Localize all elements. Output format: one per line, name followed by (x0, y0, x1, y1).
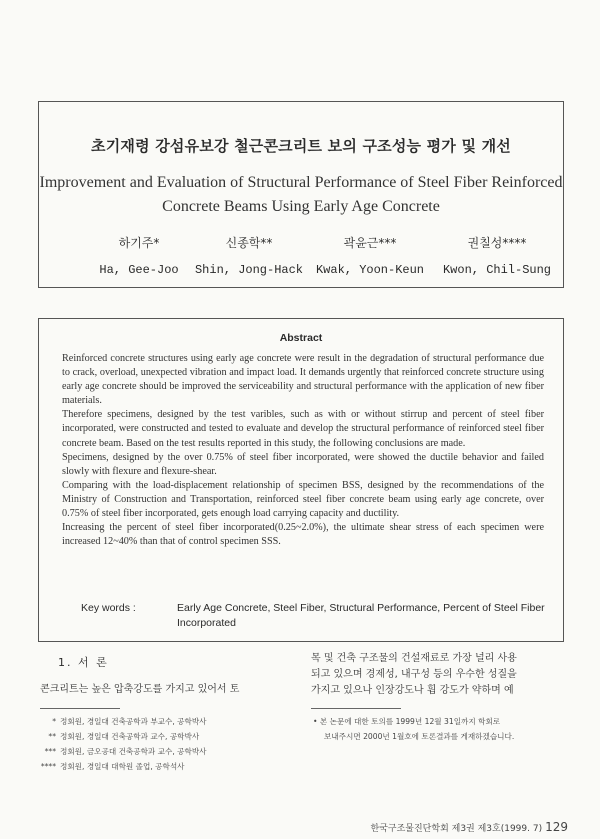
author-4 (422, 232, 572, 277)
body-text-right-line2: 되고 있으며 경제성, 내구성 등의 우수한 성질을 (311, 669, 517, 680)
author-2 (184, 232, 314, 277)
footnote-text: 정회원, 경일대 건축공학과 부교수, 공학박사 (60, 717, 207, 726)
footnote-text: 정회원, 경일대 대학원 졸업, 공학석사 (60, 762, 185, 771)
paper-title-english-line2: Concrete Beams Using Early Age Concrete (162, 198, 440, 215)
author-name-english: Shin, Jong-Hack (194, 263, 304, 277)
author-3 (300, 232, 440, 277)
paper-title-english-line1: Improvement and Evaluation of Structural Performance of Steel Fiber Reinforced (39, 174, 563, 191)
footnote-mark: * (52, 717, 56, 726)
body-text-left: 콘크리트는 높은 압축강도를 가지고 있어서 토 (40, 684, 240, 695)
abstract-heading: Abstract (279, 332, 323, 344)
footnote (22, 716, 207, 727)
footnote-divider-left (40, 708, 120, 709)
journal-footer (371, 820, 568, 834)
footnote-text: 정회원, 금오공대 건축공학과 교수, 공학박사 (60, 747, 207, 756)
page-number: 129 (545, 820, 568, 834)
discussion-notice-line1: • 본 논문에 대한 토의를 1999년 12월 31일까지 학회로 (313, 717, 501, 726)
abstract-body (62, 352, 544, 549)
body-text-right-line3: 가지고 있으나 인장강도나 휨 강도가 약하며 예 (311, 685, 514, 696)
body-text-right-line1: 목 및 건축 구조물의 건설재료로 가장 널리 사용 (311, 653, 517, 664)
author-name-korean: 신종학** (225, 236, 273, 250)
author-name-korean: 권칠성**** (467, 236, 527, 250)
abstract-paragraph: Specimens, designed by the over 0.75% of steel fiber incorporated, were showed the ductile behavior and failed slowly with flexure and flexure-shear. (62, 451, 544, 477)
footnote-mark: ** (48, 732, 56, 741)
author-name-korean: 곽윤근*** (343, 236, 397, 250)
footnote (22, 746, 207, 757)
abstract-box (38, 318, 564, 642)
abstract-paragraph: Comparing with the load-displacement relationship of specimen BSS, designed by the recommendations of the Ministry of Construction and Transportation, reinforced steel fiber concrete beam using early age concrete, over 0.75% of steel fiber incorporated, gets enough load carrying capacity and ductility. (62, 479, 544, 520)
keywords-label: Key words : (81, 602, 136, 614)
author-name-english: Kwon, Chil-Sung (442, 263, 552, 277)
author-name-english: Kwak, Yoon-Keun (315, 263, 425, 277)
keywords-text: Early Age Concrete, Steel Fiber, Structural Performance, Percent of Steel Fiber Incorporated (177, 602, 545, 629)
paper-title-korean: 초기재령 강섬유보강 철근콘크리트 보의 구조성능 평가 및 개선 (91, 137, 511, 155)
journal-info: 한국구조물진단학회 제3권 제3호(1999. 7) (370, 824, 543, 834)
section-heading: 1. 서 론 (58, 656, 109, 669)
abstract-paragraph: Therefore specimens, designed by the test varibles, such as with or without stirrup and percent of steel fiber incorporated, were constructed and tested to evaluate and develop the structural performance of reinforced steel fiber concrete beam. Based on the test results reported in this study, the following conclusions are made. (62, 409, 544, 449)
footnote (22, 731, 199, 742)
author-name-korean: 하기주* (118, 236, 160, 250)
abstract-paragraph: Increasing the percent of steel fiber incorporated(0.25~2.0%), the ultimate shear stress of each specimen were increased 12~40% than that of control specimen SSS. (62, 522, 544, 548)
footnote-text: 정회원, 경일대 건축공학과 교수, 공학박사 (60, 732, 200, 741)
discussion-notice-line2: 보내주시면 2000년 1월호에 토론결과를 게재하겠습니다. (324, 732, 515, 741)
footnote (22, 761, 185, 772)
author-name-english: Ha, Gee-Joo (99, 263, 179, 277)
abstract-paragraph: Reinforced concrete structures using early age concrete were result in the degradation of structural performance due to crack, overload, unexpected vibration and impact load. It demands urgently that reinforced concrete structure using early age concrete should be improved the serviceability and structural performance with the application of new fiber materials. (62, 353, 544, 407)
footnote-mark: *** (44, 747, 56, 756)
footnote-divider-right (311, 708, 401, 709)
author-1 (84, 232, 194, 277)
footnote-mark: **** (40, 762, 56, 771)
